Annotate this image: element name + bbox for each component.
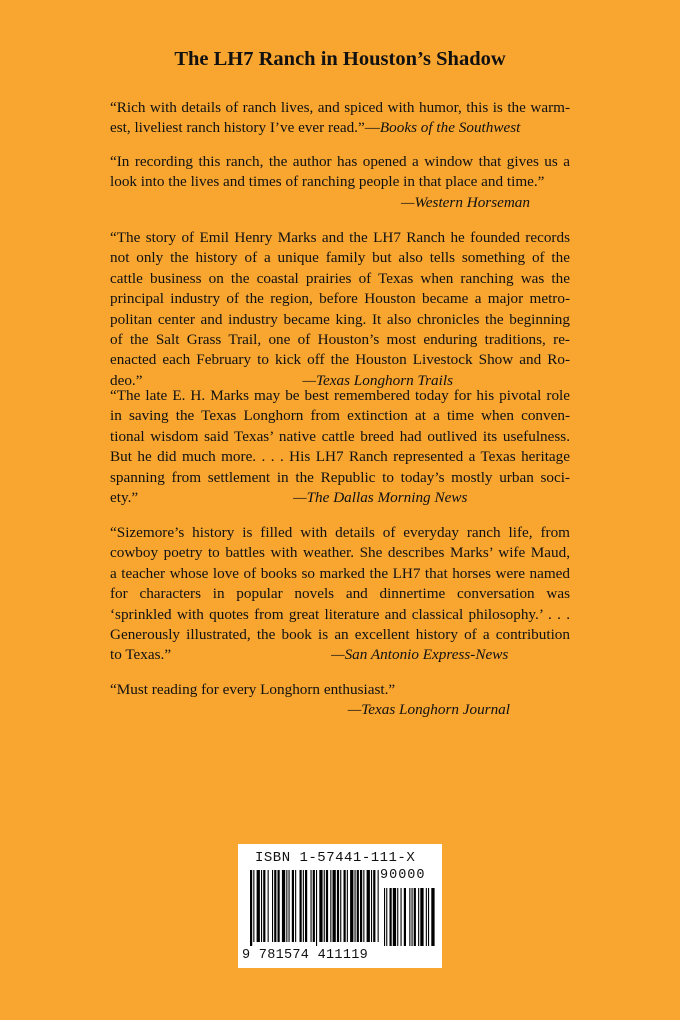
quote-line: “The story of Emil Henry Marks and the LH7 Ranch he founded records	[110, 229, 570, 246]
quote-line: for characters in popular novels and dinnertime conversation was	[110, 585, 570, 603]
quote-line: tional wisdom said Texas’ native cattle breed had outlived its usefulness.	[110, 427, 570, 445]
quote-line: in saving the Texas Longhorn from extinction at a time when conven-	[110, 407, 570, 425]
review-quote-4	[110, 386, 570, 508]
quote-line: “Rich with details of ranch lives, and spiced with humor, this is the warm-	[110, 99, 570, 116]
review-quote-1	[110, 98, 570, 139]
review-quote-6	[110, 680, 570, 721]
quote-text: to Texas.”	[110, 646, 172, 664]
page-title: The LH7 Ranch in Houston’s Shadow	[174, 48, 506, 70]
quote-line: But he did much more. . . . His LH7 Ranch represented a Texas heritage	[110, 448, 570, 466]
quote-line	[110, 645, 570, 665]
quote-line: not only the history of a unique family but also tells something of the	[110, 249, 570, 267]
quote-line: Generously illustrated, the book is an excellent history of a contribution	[110, 626, 570, 644]
barcode	[238, 844, 442, 968]
quote-source: —Texas Longhorn Trails	[302, 371, 453, 389]
quote-line: spanning from settlement in the Republic to today’s mostly urban soci-	[110, 468, 570, 486]
quote-line	[110, 488, 570, 508]
quote-line: enacted each February to kick off the Houston Livestock Show and Ro-	[110, 351, 570, 369]
quote-text: ety.”	[110, 489, 139, 507]
quote-source: Books of the Southwest	[379, 119, 521, 137]
addon-digits: 90000	[380, 868, 426, 883]
quote-line: look into the lives and times of ranching people in that place and time.”	[110, 173, 545, 191]
isbn-text: ISBN 1-57441-111-X	[255, 850, 416, 866]
quote-line: ‘sprinkled with quotes from great literature and classical philosophy.’ . . .	[110, 605, 570, 623]
quote-text: est, liveliest ranch history I’ve ever read.”—	[110, 119, 380, 137]
quote-line: politan center and industry became king. It also chronicles the beginning	[110, 310, 570, 328]
quote-line: a teacher whose love of books so marked the LH7 that horses were named	[110, 564, 570, 582]
quote-line: of the Salt Grass Trail, one of Houston’s most enduring traditions, re-	[110, 331, 570, 349]
review-quote-2	[110, 152, 570, 213]
quote-line: “The late E. H. Marks may be best remembered today for his pivotal role	[110, 387, 570, 404]
quote-line: “In recording this ranch, the author has opened a window that gives us a	[110, 153, 570, 170]
quote-source: —Western Horseman	[401, 193, 530, 211]
quote-line	[110, 118, 570, 138]
quote-source: —San Antonio Express-News	[331, 646, 509, 664]
review-quote-3	[110, 228, 570, 391]
quote-line: “Must reading for every Longhorn enthusiast.”	[110, 681, 396, 698]
quote-line: cowboy poetry to battles with weather. She describes Marks’ wife Maud,	[110, 544, 570, 562]
ean-digits: 9 781574 411119	[242, 948, 369, 963]
quote-line: “Sizemore’s history is filled with details of everyday ranch life, from	[110, 524, 570, 541]
quote-source: —The Dallas Morning News	[293, 489, 468, 507]
quote-line: cattle business on the coastal prairies of Texas when ranching was the	[110, 269, 570, 287]
quote-source: —Texas Longhorn Journal	[347, 701, 510, 719]
quote-text: deo.”	[110, 371, 143, 389]
review-quote-5	[110, 523, 570, 666]
quote-line: principal industry of the region, before Houston became a major metro-	[110, 290, 570, 308]
